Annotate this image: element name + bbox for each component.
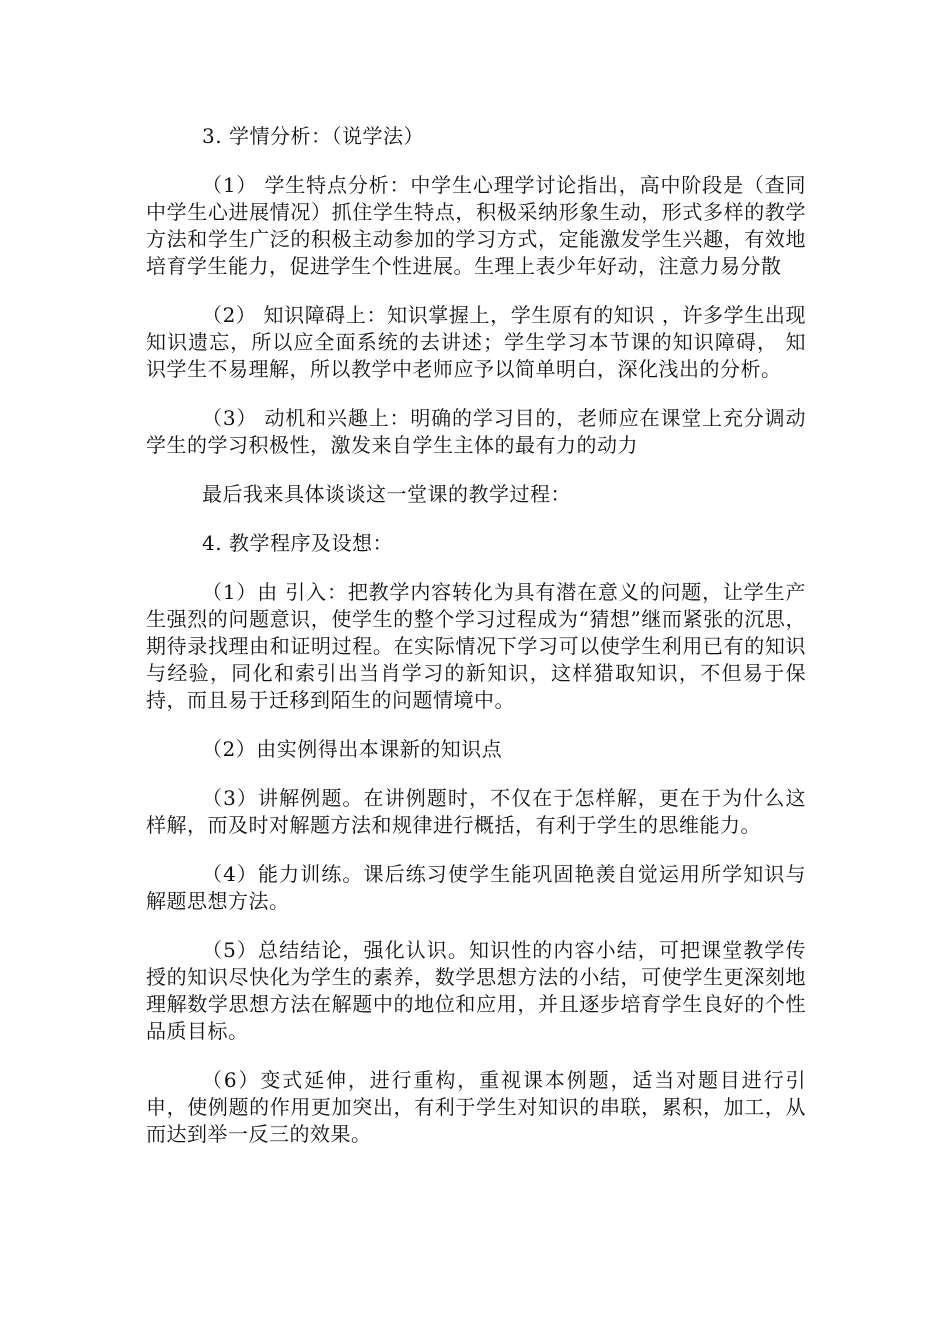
paragraph-training-step: （4）能力训练。课后练习使学生能巩固艳羡自觉运用所学知识与解题思想方法。: [146, 862, 806, 913]
paragraph-extension-step: （6）变式延伸，进行重构，重视课本例题，适当对题目进行引申，使例题的作用更加突出，有利于学生对知识的串联，累积，加工，从而达到举一反三的效果。: [146, 1068, 806, 1146]
document-page: [146, 123, 806, 1170]
paragraph-new-knowledge-step: （2）由实例得出本课新的知识点: [202, 737, 503, 761]
paragraph-introduction-step: （1）由 引入：把教学内容转化为具有潜在意义的问题，让学生产生强烈的问题意识，使学生的整个学习过程成为“猜想”继而紧张的沉思，期待录找理由和证明过程。在实际情况下学习可以使学生利用已有的知识与经验，同化和索引出当肖学习的新知识，这样猎取知识，不但易于保持，而且易于迁移到陌生的问题情境中。: [146, 580, 806, 712]
paragraph-examples-step: （3）讲解例题。在讲例题时，不仅在于怎样解，更在于为什么这样解，而及时对解题方法和规律进行概括，有利于学生的思维能力。: [146, 786, 806, 837]
section-3-heading: 3. 学情分析：（说学法）: [202, 124, 424, 148]
paragraph-student-characteristics: （1） 学生特点分析：中学生心理学讨论指出，高中阶段是（查同中学生心进展情况）抓住学生特点，积极采纳形象生动，形式多样的教学方法和学生广泛的积极主动参加的学习方式，定能激发学生兴趣，有效地培育学生能力，促进学生个性进展。生理上表少年好动，注意力易分散: [146, 173, 806, 278]
paragraph-motivation-interest: （3） 动机和兴趣上：明确的学习目的，老师应在课堂上充分调动学生的学习积极性，激发来自学生主体的最有力的动力: [146, 406, 806, 457]
paragraph-transition: 最后我来具体谈谈这一堂课的教学过程：: [202, 482, 571, 506]
paragraph-summary-step: （5）总结结论，强化认识。知识性的内容小结，可把课堂教学传授的知识尽快化为学生的素养，数学思想方法的小结，可使学生更深刻地理解数学思想方法在解题中的地位和应用，并且逐步培育学生良好的个性品质目标。: [146, 938, 806, 1043]
paragraph-knowledge-obstacles: （2） 知识障碍上：知识掌握上，学生原有的知识 ，许多学生出现知识遗忘，所以应全面系统的去讲述；学生学习本节课的知识障碍， 知识学生不易理解，所以教学中老师应予以简单明白，深化浅出的分析。: [146, 303, 806, 381]
section-4-heading: 4. 教学程序及设想：: [202, 531, 393, 555]
